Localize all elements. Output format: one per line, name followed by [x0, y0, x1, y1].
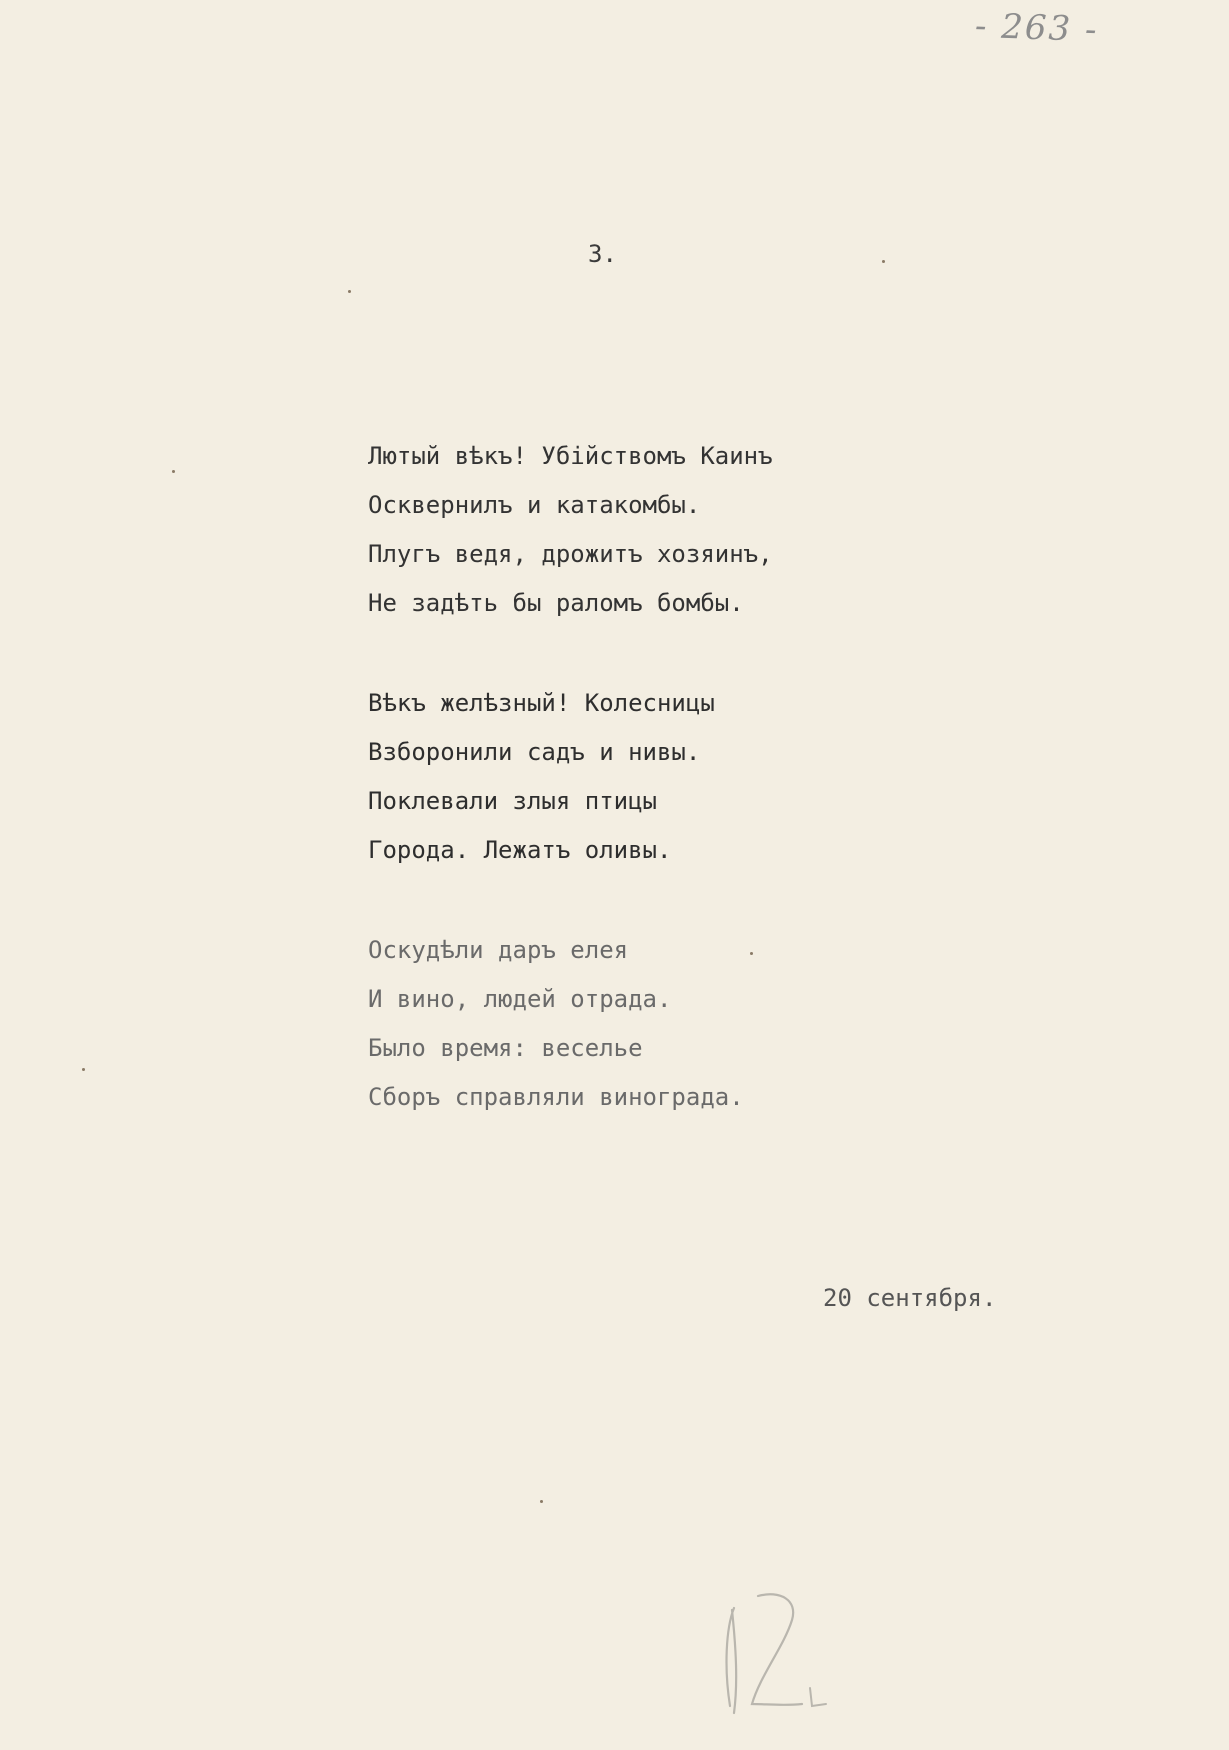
poem-section-number: 3. — [588, 240, 617, 268]
stanza-2 — [368, 679, 888, 875]
poem-date: 20 сентября. — [823, 1284, 997, 1312]
poem-line: Не задѣть бы раломъ бомбы. — [368, 589, 744, 617]
poem-line: Осквернилъ и катакомбы. — [368, 491, 701, 519]
stanza-1 — [368, 432, 888, 628]
poem-line: Плугъ ведя, дрожитъ хозяинъ, — [368, 540, 773, 568]
paper-speck — [540, 1500, 543, 1503]
poem-line: Города. Лежатъ оливы. — [368, 836, 672, 864]
poem-line: Лютый вѣкъ! Убійствомъ Каинъ — [368, 442, 773, 470]
paper-speck — [750, 952, 753, 955]
stanza-3 — [368, 926, 888, 1122]
paper-speck — [172, 470, 175, 473]
archive-page-number: - 263 - — [974, 5, 1100, 51]
handwritten-pencil-mark — [722, 1588, 832, 1723]
poem-body — [368, 432, 888, 1122]
poem-line: Поклевали злыя птицы — [368, 787, 657, 815]
poem-line: И вино, людей отрада. — [368, 985, 672, 1013]
poem-line: Вѣкъ желѣзный! Колесницы — [368, 689, 715, 717]
poem-line: Было время: веселье — [368, 1034, 643, 1062]
poem-line: Сборъ справляли винограда. — [368, 1083, 744, 1111]
poem-line: Взборонили садъ и нивы. — [368, 738, 701, 766]
poem-line: Оскудѣли даръ елея — [368, 936, 629, 964]
paper-speck — [348, 290, 351, 293]
paper-speck — [882, 260, 885, 263]
paper-speck — [82, 1068, 85, 1071]
